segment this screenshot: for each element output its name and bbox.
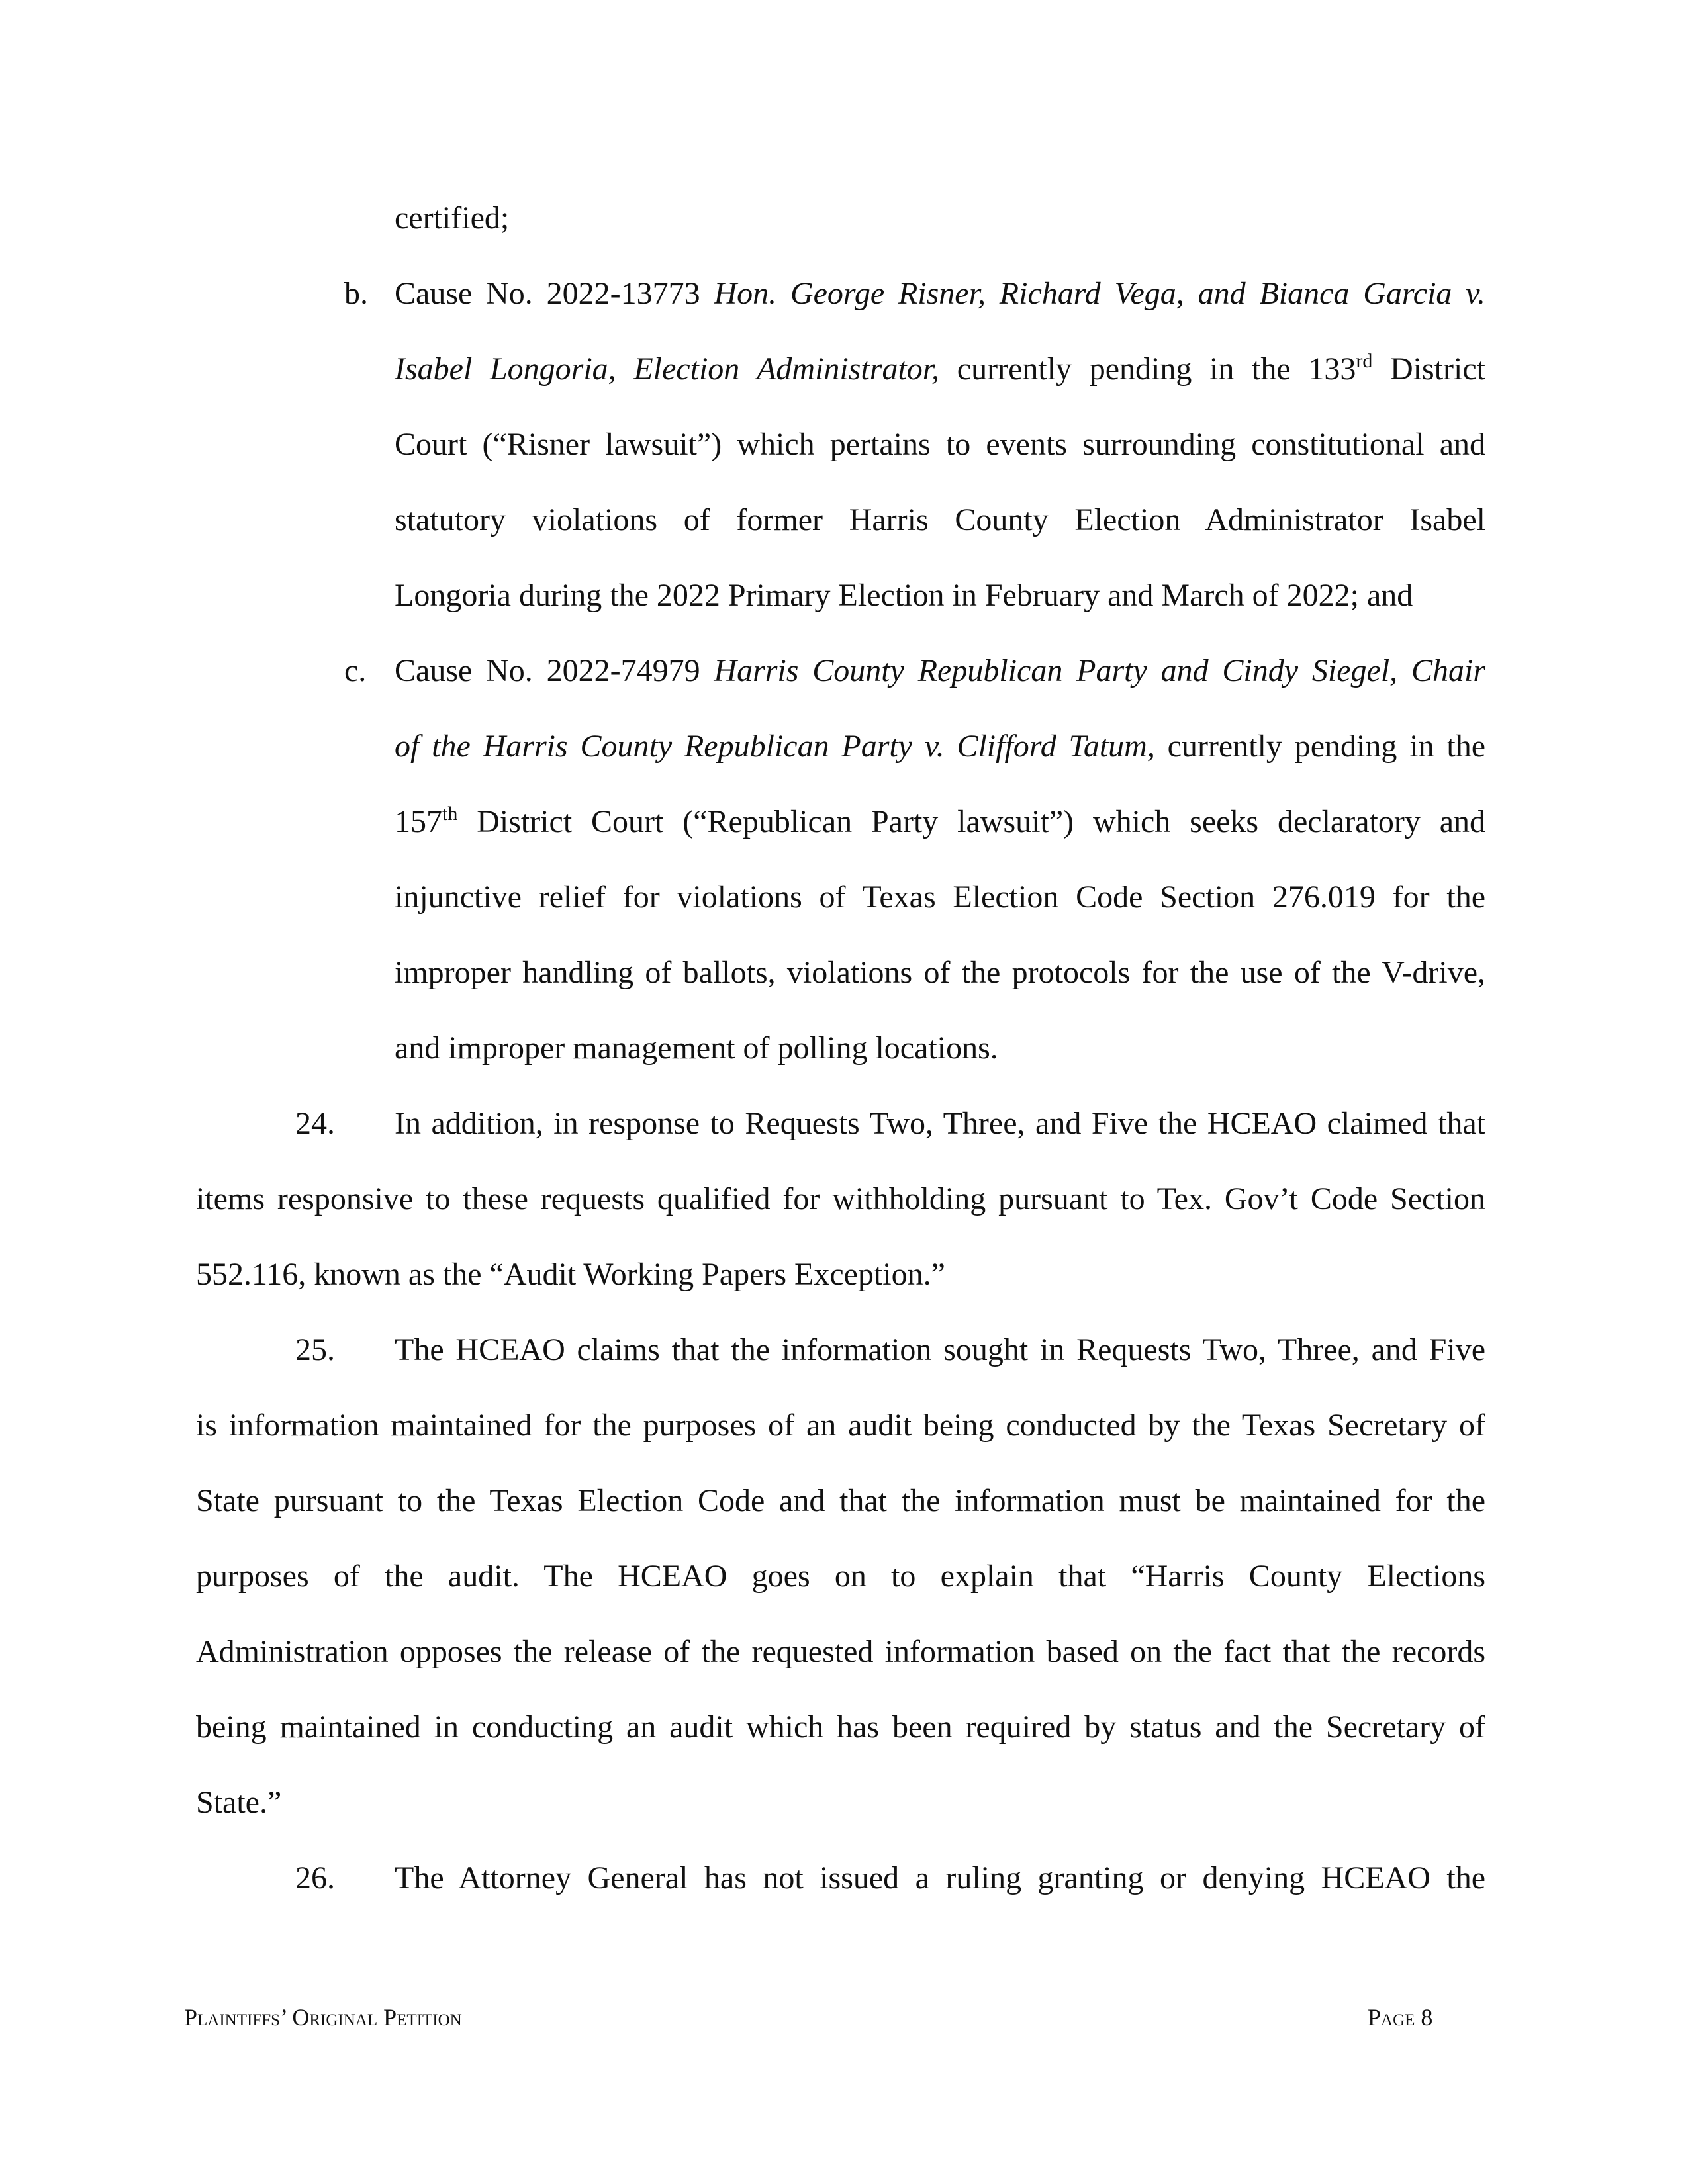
item-b-cause-number: Cause No. 2022-13773 (395, 276, 714, 311)
continuation-line: certified; (395, 201, 510, 236)
para-25-line-1: The HCEAO claims that the information sought in Requests Two, Three, and Five (395, 1332, 1485, 1367)
para-24-line-1: In addition, in response to Requests Two, Three, and Five the HCEAO claimed that (395, 1106, 1485, 1141)
para-25-line-7: State.” (196, 1785, 282, 1820)
item-c-line-4: injunctive relief for violations of Texas Election Code Section 276.019 for the (395, 880, 1485, 915)
item-b-case-title-2: Isabel Longoria, Election Administrator, (395, 351, 940, 387)
item-c-line-2 (395, 728, 1485, 765)
para-25-number: 25. (295, 1332, 335, 1367)
item-b-superscript: rd (1356, 350, 1373, 372)
item-c-case-title-1: Harris County Republican Party and Cindy Siegel, Chair (714, 653, 1486, 688)
item-b-case-title-1: Hon. George Risner, Richard Vega, and Bianca Garcia v. (714, 276, 1486, 311)
para-25-line-3: State pursuant to the Texas Election Code and that the information must be maintained for the (196, 1483, 1485, 1518)
item-b-text-2a: currently pending in the 133 (939, 351, 1356, 387)
para-26-number: 26. (295, 1860, 335, 1895)
item-b-line-1 (395, 275, 1485, 312)
para-25-line-4: purposes of the audit. The HCEAO goes on to explain that “Harris County Elections (196, 1559, 1485, 1594)
item-c-text-3b: District Court (“Republican Party lawsuit”) which seeks declaratory and (457, 804, 1485, 839)
footer-document-title: Plaintiffs’ Original Petition (184, 2004, 462, 2030)
para-25-line-5: Administration opposes the release of the requested information based on the fact that the records (196, 1634, 1485, 1669)
para-24-line-3: 552.116, known as the “Audit Working Papers Exception.” (196, 1257, 945, 1292)
para-26-line-1: The Attorney General has not issued a ruling granting or denying HCEAO the (395, 1860, 1485, 1895)
footer-page-number: Page 8 (1368, 2004, 1433, 2030)
item-b-line-4: statutory violations of former Harris County Election Administrator Isabel (395, 502, 1485, 537)
para-25-line-2: is information maintained for the purposes of an audit being conducted by the Texas Secretary of (196, 1408, 1485, 1443)
item-c-line-1 (395, 653, 1485, 690)
item-b-text-2b: District (1372, 351, 1485, 387)
item-b-line-3: Court (“Risner lawsuit”) which pertains to events surrounding constitutional and (395, 427, 1485, 462)
para-25-line-6: being maintained in conducting an audit which has been required by status and the Secretary of (196, 1709, 1485, 1745)
item-c-marker: c. (344, 653, 367, 688)
item-b-line-2 (395, 351, 1485, 388)
item-b-marker: b. (344, 276, 368, 311)
item-c-text-2: currently pending in the (1154, 729, 1486, 764)
item-c-text-3a: 157 (395, 804, 442, 839)
item-c-case-title-2: of the Harris County Republican Party v. Clifford Tatum, (395, 729, 1155, 764)
item-c-line-5: improper handling of ballots, violations of the protocols for the use of the V-drive, (395, 955, 1485, 990)
item-c-superscript: th (442, 803, 458, 825)
item-c-cause-number: Cause No. 2022-74979 (395, 653, 714, 688)
item-c-line-6: and improper management of polling locations. (395, 1030, 998, 1066)
para-24-number: 24. (295, 1106, 335, 1141)
para-24-line-2: items responsive to these requests qualified for withholding pursuant to Tex. Gov’t Code Section (196, 1181, 1485, 1216)
item-b-line-5: Longoria during the 2022 Primary Election in February and March of 2022; and (395, 578, 1413, 613)
item-c-line-3 (395, 803, 1485, 841)
